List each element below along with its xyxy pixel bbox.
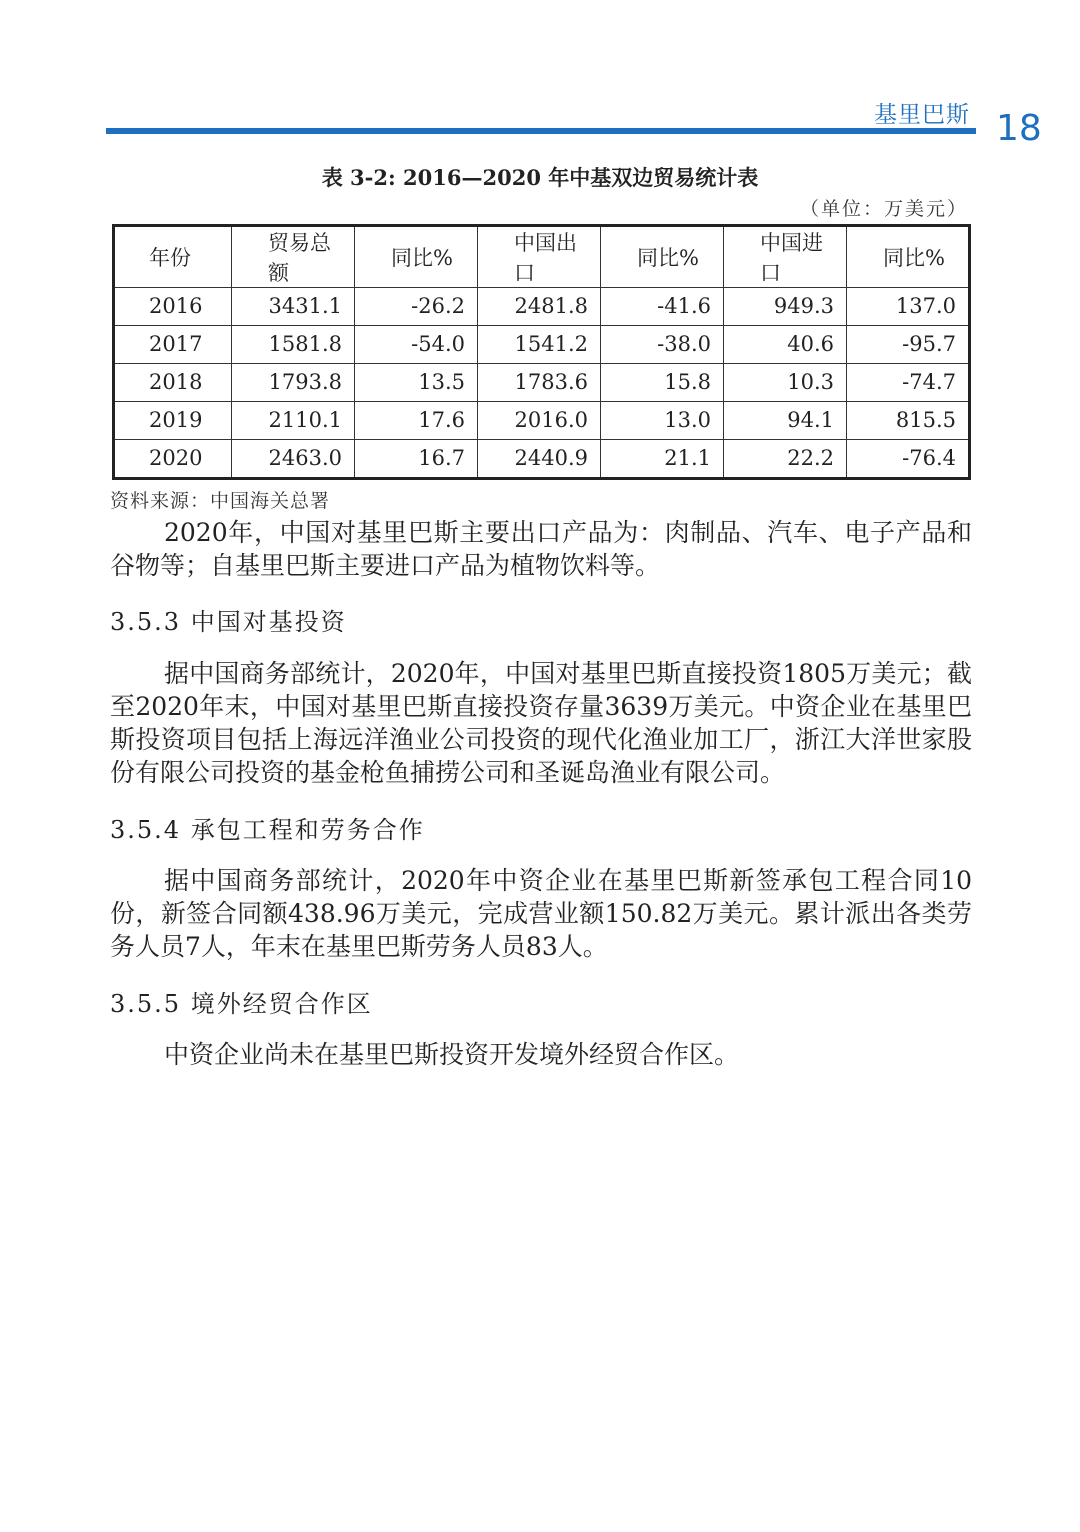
cell-year: 2018 xyxy=(114,363,232,401)
cell-import-yoy: 137.0 xyxy=(847,288,970,326)
header-rule xyxy=(106,128,976,134)
cell-total-yoy: 13.5 xyxy=(355,363,478,401)
table-row xyxy=(114,401,970,439)
paragraph-investment: 据中国商务部统计，2020年，中国对基里巴斯直接投资1805万美元；截至2020年末，中国对基里巴斯直接投资存量3639万美元。中资企业在基里巴斯投资项目包括上海远洋渔业公司投资的现代化渔业加工厂，浙江大洋世家股份有限公司投资的基金枪鱼捕捞公司和圣诞岛渔业有限公司。 xyxy=(110,659,972,787)
paragraph-cooperation-zone: 中资企业尚未在基里巴斯投资开发境外经贸合作区。 xyxy=(164,1040,740,1069)
header-title: 基里巴斯 xyxy=(874,102,970,128)
paragraph-trade-products: 2020年，中国对基里巴斯主要出口产品为：肉制品、汽车、电子产品和谷物等；自基里巴斯主要进口产品为植物饮料等。 xyxy=(110,518,972,580)
cell-total: 1581.8 xyxy=(232,325,355,363)
cell-export-yoy: 21.1 xyxy=(601,439,724,478)
cell-import: 949.3 xyxy=(724,288,847,326)
cell-import: 40.6 xyxy=(724,325,847,363)
cell-export-yoy: 13.0 xyxy=(601,401,724,439)
table-row xyxy=(114,325,970,363)
col-header-export-yoy: 同比% xyxy=(601,226,724,288)
cell-export-yoy: -38.0 xyxy=(601,325,724,363)
table-source-note: 资料来源：中国海关总署 xyxy=(110,490,331,512)
cell-total-yoy: 17.6 xyxy=(355,401,478,439)
col-header-total: 贸易总额 xyxy=(232,226,355,288)
section-heading-354: 3.5.4 承包工程和劳务合作 xyxy=(110,816,425,844)
cell-year: 2016 xyxy=(114,288,232,326)
cell-export-yoy: -41.6 xyxy=(601,288,724,326)
cell-export: 2481.8 xyxy=(478,288,601,326)
cell-export: 2440.9 xyxy=(478,439,601,478)
col-header-import: 中国进口 xyxy=(724,226,847,288)
cell-total-yoy: -54.0 xyxy=(355,325,478,363)
cell-import: 10.3 xyxy=(724,363,847,401)
cell-export: 1541.2 xyxy=(478,325,601,363)
cell-import-yoy: 815.5 xyxy=(847,401,970,439)
section-heading-353: 3.5.3 中国对基投资 xyxy=(110,608,347,636)
cell-export: 1783.6 xyxy=(478,363,601,401)
cell-import-yoy: -95.7 xyxy=(847,325,970,363)
page-number: 18 xyxy=(996,108,1042,149)
table-row xyxy=(114,288,970,326)
cell-total: 1793.8 xyxy=(232,363,355,401)
cell-total-yoy: -26.2 xyxy=(355,288,478,326)
cell-export-yoy: 15.8 xyxy=(601,363,724,401)
table-caption: 表 3-2: 2016—2020 年中基双边贸易统计表 xyxy=(321,165,759,190)
cell-import: 22.2 xyxy=(724,439,847,478)
cell-total: 2463.0 xyxy=(232,439,355,478)
trade-statistics-table xyxy=(112,224,971,480)
col-header-year: 年份 xyxy=(114,226,232,288)
paragraph-contracting: 据中国商务部统计，2020年中资企业在基里巴斯新签承包工程合同10份，新签合同额438.96万美元，完成营业额150.82万美元。累计派出各类劳务人员7人，年末在基里巴斯劳务人员83人。 xyxy=(110,866,972,961)
cell-total: 2110.1 xyxy=(232,401,355,439)
col-header-export: 中国出口 xyxy=(478,226,601,288)
cell-year: 2020 xyxy=(114,439,232,478)
col-header-import-yoy: 同比% xyxy=(847,226,970,288)
cell-total: 3431.1 xyxy=(232,288,355,326)
cell-year: 2019 xyxy=(114,401,232,439)
cell-import: 94.1 xyxy=(724,401,847,439)
table-unit: （单位：万美元） xyxy=(799,198,968,220)
table-row xyxy=(114,363,970,401)
cell-year: 2017 xyxy=(114,325,232,363)
cell-import-yoy: -76.4 xyxy=(847,439,970,478)
table-row xyxy=(114,439,970,478)
col-header-total-yoy: 同比% xyxy=(355,226,478,288)
section-heading-355: 3.5.5 境外经贸合作区 xyxy=(110,990,373,1018)
cell-total-yoy: 16.7 xyxy=(355,439,478,478)
cell-export: 2016.0 xyxy=(478,401,601,439)
cell-import-yoy: -74.7 xyxy=(847,363,970,401)
table-header-row xyxy=(114,226,970,288)
